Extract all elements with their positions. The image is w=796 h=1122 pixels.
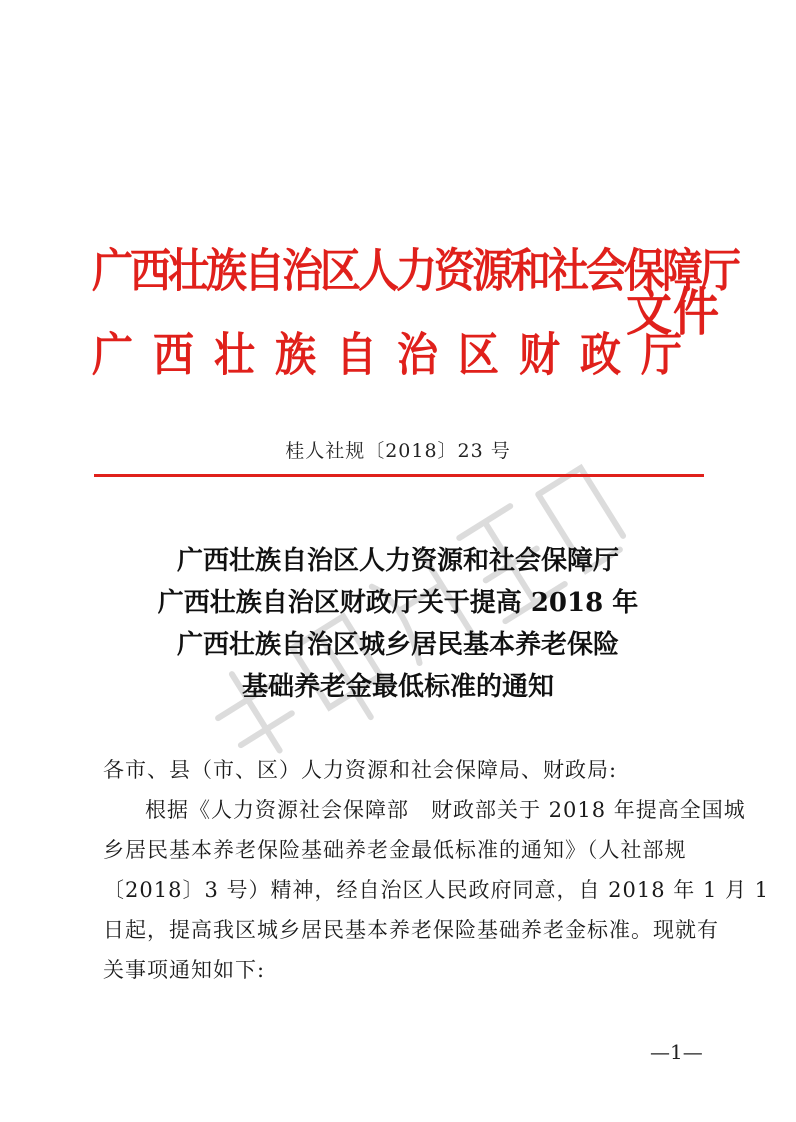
document-body bbox=[103, 750, 770, 990]
title-line: 广西壮族自治区财政厅关于提高 2018 年 bbox=[157, 588, 639, 618]
body-paragraph bbox=[103, 790, 770, 990]
salutation: 各市、县（市、区）人力资源和社会保障局、财政局: bbox=[103, 758, 618, 782]
red-separator-line bbox=[94, 474, 704, 477]
document-title bbox=[0, 540, 796, 708]
paragraph-line: 日起，提高我区城乡居民基本养老保险基础养老金标准。现就有 bbox=[103, 918, 719, 942]
title-line: 基础养老金最低标准的通知 bbox=[241, 672, 554, 702]
letterhead-file-word: 文件 bbox=[626, 282, 720, 343]
paragraph-line: 关事项通知如下: bbox=[103, 958, 266, 982]
paragraph-line: 根据《人力资源社会保障部 财政部关于 2018 年提高全国城 bbox=[145, 798, 746, 822]
paragraph-line: 乡居民基本养老保险基础养老金最低标准的通知》（人社部规 bbox=[103, 838, 687, 862]
paragraph-line: 〔2018〕3 号）精神，经自治区人民政府同意，自 2018 年 1 月 1 bbox=[103, 878, 770, 902]
title-line: 广西壮族自治区城乡居民基本养老保险 bbox=[176, 630, 619, 660]
letterhead-issuer-finance: 广西壮族自治区财政厅 bbox=[92, 328, 702, 382]
page-number: —1— bbox=[650, 1040, 703, 1064]
letterhead-issuer-hrss: 广西壮族自治区人力资源和社会保障厅 bbox=[92, 244, 738, 298]
document-number: 桂人社规〔2018〕23 号 bbox=[285, 440, 511, 462]
title-line: 广西壮族自治区人力资源和社会保障厅 bbox=[176, 546, 619, 576]
